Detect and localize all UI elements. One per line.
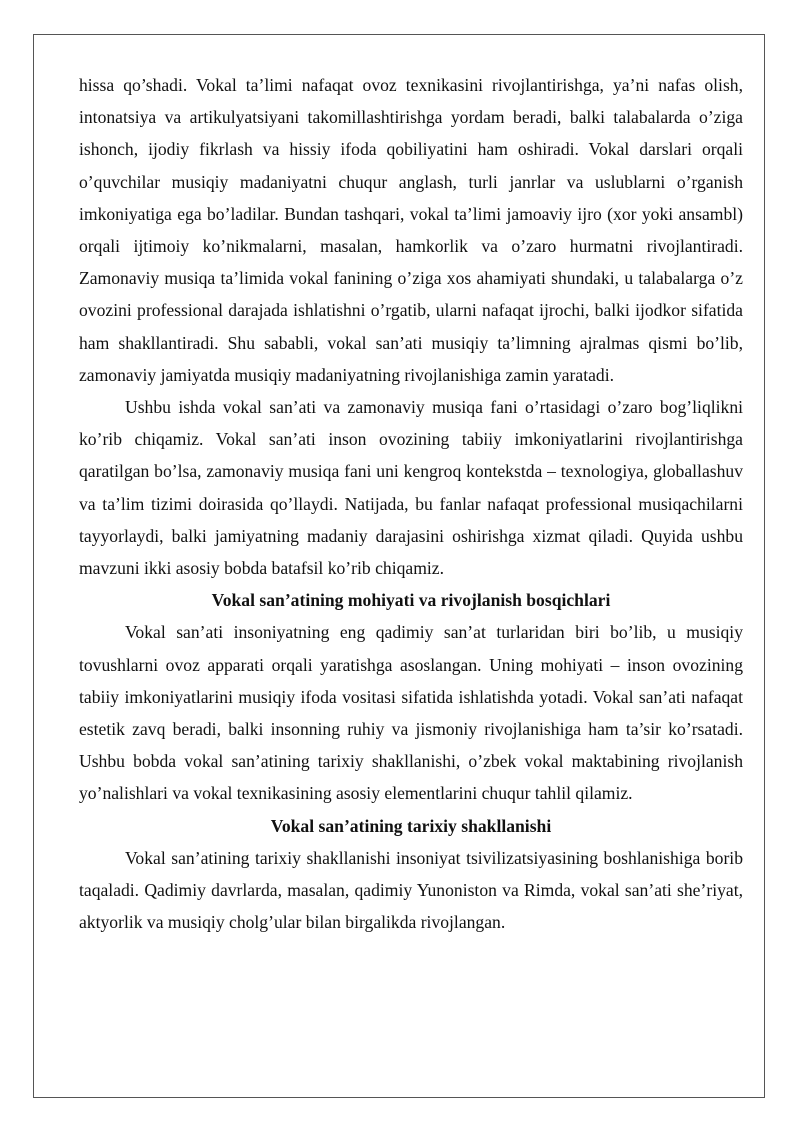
document-body [79,69,743,938]
paragraph-history: Vokal san’atining tarixiy shakllanishi insoniyat tsivilizatsiyasining boshlanishiga borib taqaladi. Qadimiy davrlarda, masalan, qadimiy Yunoniston va Rimda, vokal san’ati she’riyat, aktyorlik va musiqiy cholg’ular bilan birgalikda rivojlangan. [79,847,743,933]
paragraph-scope: Ushbu ishda vokal san’ati va zamonaviy musiqa fani o’rtasidagi o’zaro bog’liqlikni ko’rib chiqamiz. Vokal san’ati inson ovozining tabiiy imkoniyatlarini rivojlantirishga qaratilgan bo’lsa, zamonaviy musiqa fani uni kengroq kontekstda – texnologiya, globallashuv va ta’lim tizimi doirasida qo’llaydi. Natijada, bu fanlar nafaqat professional musiqachilarni tayyorlaydi, balki jamiyatning madaniy darajasini oshirishga xizmat qiladi. Quyida ushbu mavzuni ikki asosiy bobda batafsil ko’rib chiqamiz. [79,397,743,579]
paragraph-intro-continuation: hissa qo’shadi. Vokal ta’limi nafaqat ovoz texnikasini rivojlantirishga, ya’ni nafas olish, intonatsiya va artikulyatsiyani takomillashtirishga yordam beradi, balki talabalarda o’ziga ishonch, ijodiy fikrlash va hissiy ifoda qobiliyatini ham oshiradi. Vokal darslari orqali o’quvchilar musiqiy madaniyatni chuqur anglash, turli janrlar va uslublarni o’rganish imkoniyatiga ega bo’ladilar. Bundan tashqari, vokal ta’limi jamoaviy ijro (xor yoki ansambl) orqali ijtimoiy ko’nikmalarni, masalan, hamkorlik va o’zaro hurmatni rivojlantiradi. Zamonaviy musiqa ta’limida vokal fanining o’ziga xos ahamiyati shundaki, u talabalarga o’z ovozini professional darajada ishlatishni o’rgatib, ularni nafaqat ijrochi, balki ijodkor sifatida ham shakllantiradi. Shu sababli, vokal san’ati musiqiy ta’limning ajralmas qismi bo’lib, zamonaviy jamiyatda musiqiy madaniyatning rivojlanishiga zamin yaratadi. [79,75,743,385]
paragraph-essence: Vokal san’ati insoniyatning eng qadimiy san’at turlaridan biri bo’lib, u musiqiy tovushlarni ovoz apparati orqali yaratishga asoslangan. Uning mohiyati – inson ovozining tabiiy imkoniyatlarini musiqiy ifoda vositasi sifatida ishlatishda yotadi. Vokal san’ati nafaqat estetik zavq beradi, balki insonning ruhiy va jismoniy rivojlanishiga ham ta’sir ko’rsatadi. Ushbu bobda vokal san’atining tarixiy shakllanishi, o’zbek vokal maktabining rivojlanish yo’nalishlari va vokal texnikasining asosiy elementlarini chuqur tahlil qilamiz. [79,622,743,804]
section-heading-history: Vokal san’atining tarixiy shakllanishi [270,815,552,836]
section-heading-essence: Vokal san’atining mohiyati va rivojlanish bosqichlari [211,590,611,611]
